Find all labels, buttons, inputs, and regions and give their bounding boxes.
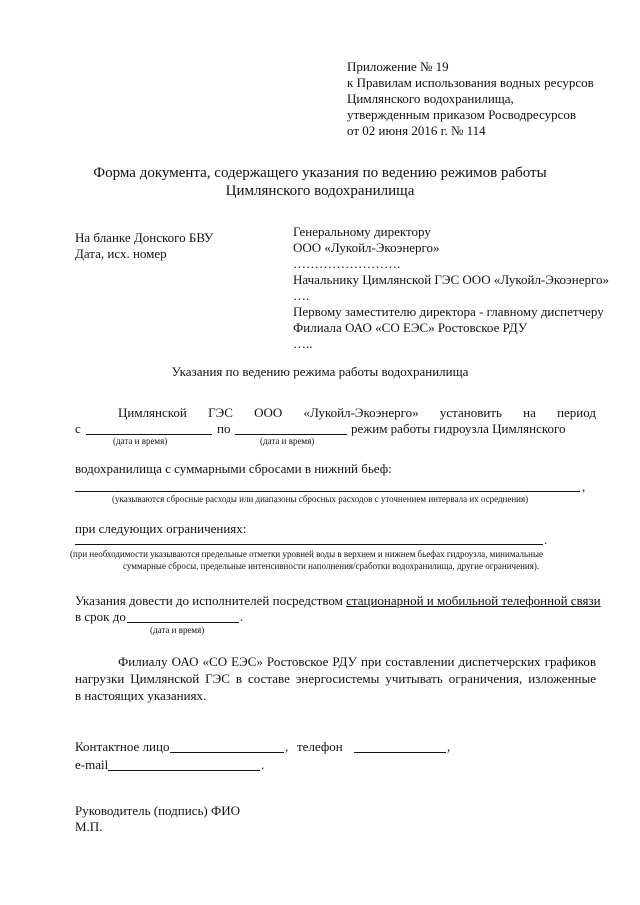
hint-date-to: (дата и время) bbox=[260, 436, 315, 446]
contact-comma: , bbox=[285, 739, 289, 754]
para1-mode-text: режим работы гидроузла Цимлянского bbox=[351, 421, 566, 436]
contact-label: Контактное лицо bbox=[75, 739, 170, 754]
sender-line-2: Дата, исх. номер bbox=[75, 246, 167, 261]
appendix-line-3: Цимлянского водохранилища, bbox=[347, 91, 514, 106]
para1-line-1: Цимлянской ГЭС ООО «Лукойл-Экоэнерго» установить на период bbox=[118, 405, 596, 420]
hint-restrictions-1: (при необходимости указываются предельные отметки уровней воды в верхнем и нижнем бьефах гидроузла, минимальные bbox=[70, 549, 543, 559]
para2-text: водохранилища с суммарными сбросами в нижний бьеф: bbox=[75, 461, 392, 476]
recipient-line-6: Первому заместителю директора - главному диспетчеру bbox=[293, 304, 604, 319]
para5-line-3: в настоящих указаниях. bbox=[75, 688, 207, 703]
date-to-field[interactable] bbox=[235, 434, 347, 435]
discharge-field[interactable] bbox=[75, 491, 580, 492]
sender-line-1: На бланке Донского БВУ bbox=[75, 230, 214, 245]
email-label: e-mail bbox=[75, 757, 109, 772]
signature-line-1: Руководитель (подпись) ФИО bbox=[75, 803, 241, 818]
recipient-line-3: ……………………. bbox=[293, 256, 401, 271]
para4-prefix: Указания довести до исполнителей посредством bbox=[75, 593, 343, 608]
para1-from-label: с bbox=[75, 421, 81, 436]
para4-dot: . bbox=[240, 609, 244, 624]
hint-deadline: (дата и время) bbox=[150, 625, 205, 635]
para5-line-2: нагрузки Цимлянской ГЭС в составе энергосистемы учитывать ограничения, изложенные bbox=[75, 671, 596, 686]
recipient-line-5: …. bbox=[293, 288, 310, 303]
appendix-line-4: утвержденным приказом Росводресурсов bbox=[347, 107, 576, 122]
para2-comma: , bbox=[582, 479, 586, 494]
recipient-line-7: Филиала ОАО «СО ЕЭС» Ростовское РДУ bbox=[293, 320, 528, 335]
appendix-line-2: к Правилам использования водных ресурсов bbox=[347, 75, 594, 90]
document-title-line-2: Цимлянского водохранилища bbox=[225, 183, 415, 199]
section-heading: Указания по ведению режима работы водохранилища bbox=[171, 364, 469, 379]
hint-restrictions-2: суммарные сбросы, предельные интенсивности наполнения/сработки водохранилища, другие ограничения). bbox=[123, 561, 540, 571]
restrictions-field[interactable] bbox=[75, 544, 543, 545]
phone-field[interactable] bbox=[354, 752, 446, 753]
para5-line-1: Филиалу ОАО «СО ЕЭС» Ростовское РДУ при составлении диспетчерских графиков bbox=[118, 654, 596, 669]
deadline-field[interactable] bbox=[127, 622, 239, 623]
recipient-line-8: ….. bbox=[293, 336, 313, 351]
para3-dot: . bbox=[544, 532, 548, 547]
recipient-line-1: Генеральному директору bbox=[293, 224, 431, 239]
para3-text: при следующих ограничениях: bbox=[75, 521, 247, 536]
para4-text bbox=[75, 593, 601, 609]
recipient-line-2: ООО «Лукойл-Экоэнерго» bbox=[293, 240, 440, 255]
email-field[interactable] bbox=[108, 770, 260, 771]
email-dot: . bbox=[261, 757, 265, 772]
phone-label: телефон bbox=[297, 739, 343, 754]
recipient-line-4: Начальнику Цимлянской ГЭС ООО «Лукойл-Экоэнерго» bbox=[293, 272, 609, 287]
document-title-line-1: Форма документа, содержащего указания по ведению режимов работы bbox=[93, 165, 547, 181]
phone-comma: , bbox=[447, 739, 451, 754]
appendix-line-5: от 02 июня 2016 г. № 114 bbox=[347, 123, 486, 138]
date-from-field[interactable] bbox=[86, 434, 212, 435]
para4-deadline-label: в срок до bbox=[75, 609, 126, 624]
para4-underlined: стационарной и мобильной телефонной связи bbox=[346, 593, 601, 608]
para1-to-label: по bbox=[217, 421, 231, 436]
stamp-label: М.П. bbox=[75, 819, 103, 834]
hint-discharge: (указываются сбросные расходы или диапазоны сбросных расходов с уточнением интервала их осреднения) bbox=[112, 494, 529, 504]
appendix-line-1: Приложение № 19 bbox=[347, 59, 449, 74]
hint-date-from: (дата и время) bbox=[113, 436, 168, 446]
contact-person-field[interactable] bbox=[170, 752, 284, 753]
